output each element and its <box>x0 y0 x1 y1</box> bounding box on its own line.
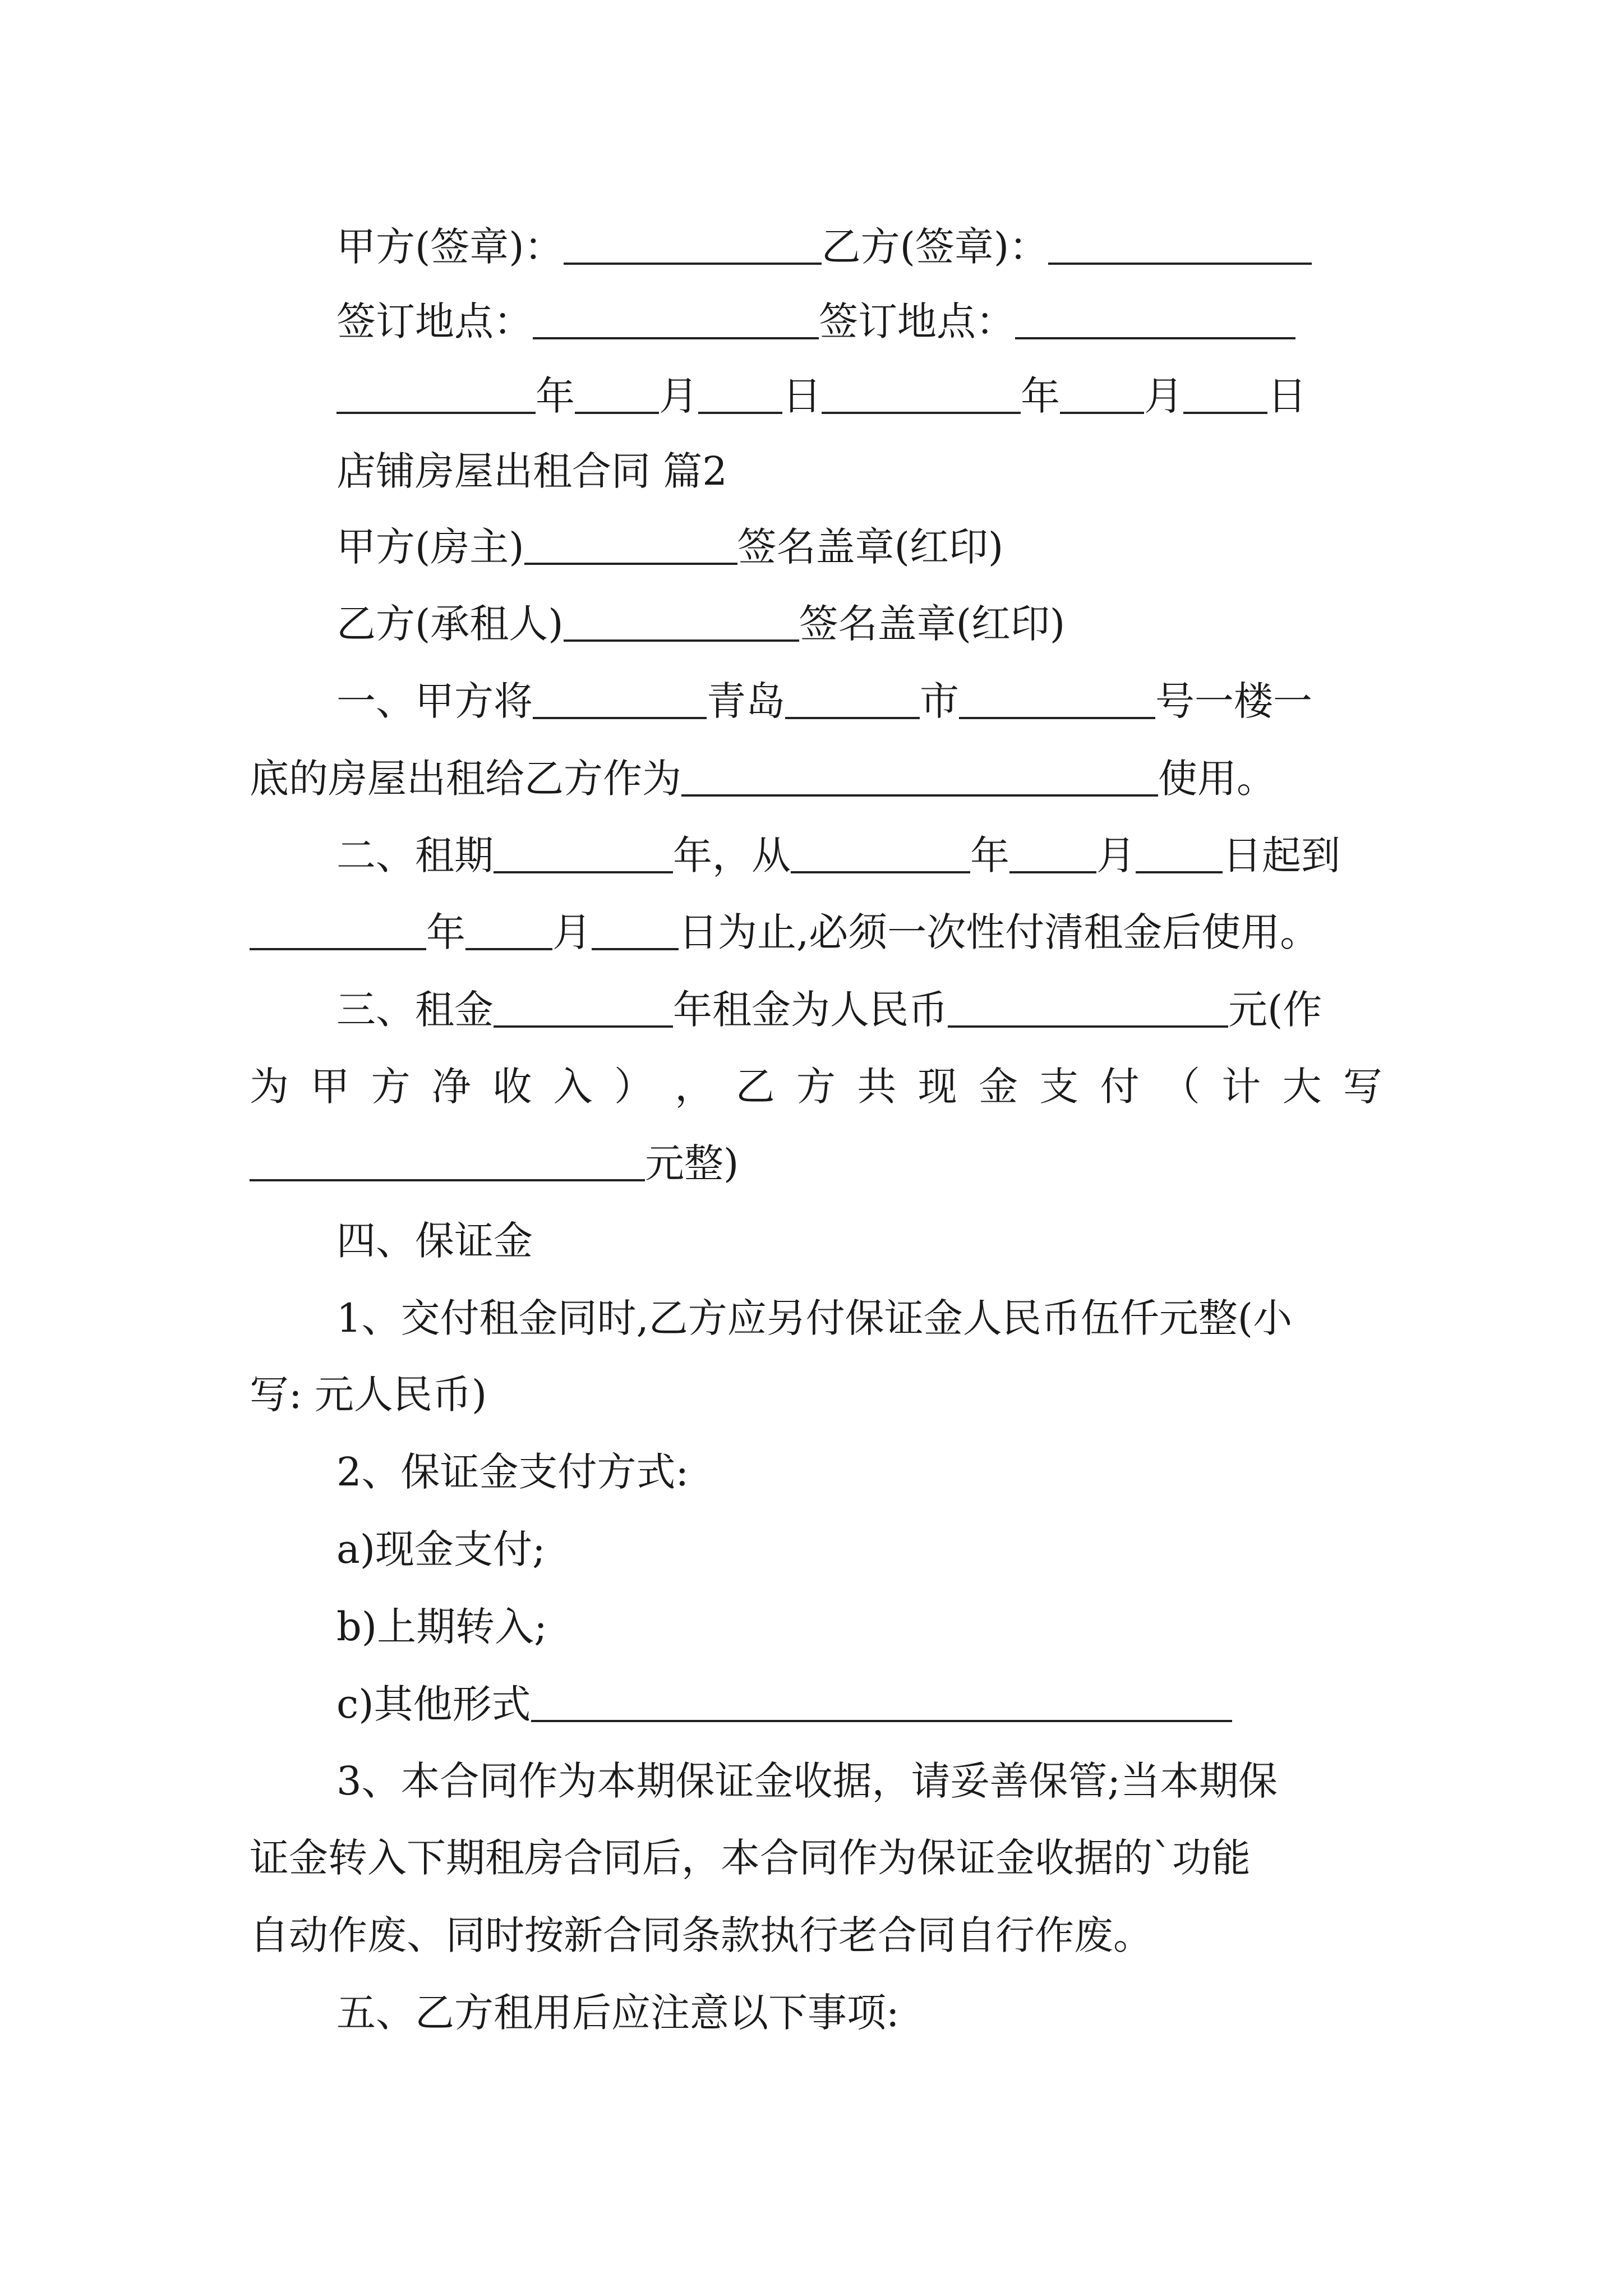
place-b-blank <box>1015 303 1295 339</box>
clause1-use-blank <box>681 761 1158 797</box>
tenant-label: 乙方(承租人) <box>336 601 564 647</box>
clause1-city: 青岛 <box>707 678 785 724</box>
clause4-item2: 2、保证金支付方式: <box>336 1449 689 1495</box>
party-b-sign-blank <box>1048 229 1312 265</box>
clause4-item3-line1: 3、本合同作为本期保证金收据，请妥善保管;当本期保 <box>336 1758 1278 1804</box>
clause4-option-b: b)上期转入; <box>336 1604 547 1650</box>
clause4-option-a: a)现金支付; <box>336 1526 546 1572</box>
date-a-day: 日 <box>782 373 822 419</box>
place-b-label: 签订地点： <box>819 298 1015 344</box>
clause2-start-year-blank <box>791 838 970 873</box>
clause1-blank-2 <box>785 683 920 719</box>
clause4-item1-line2: 写: 元人民币) <box>250 1372 487 1418</box>
clause1-text: 底的房屋出租给乙方作为 <box>250 756 681 802</box>
clause1-text: 使用。 <box>1158 756 1276 802</box>
clause3-char: （ <box>1160 1064 1200 1110</box>
landlord-blank <box>524 529 737 565</box>
clause1-line1 <box>336 673 1312 729</box>
clause5-title: 五、乙方租用后应注意以下事项: <box>336 1990 900 2036</box>
clause2-text: 日为止,必须一次性付清租金后使用。 <box>679 909 1320 955</box>
date-a-month: 月 <box>659 373 698 419</box>
clause2-line1 <box>336 827 1340 884</box>
date-a-day-blank <box>698 378 782 414</box>
clause3-char: 甲 <box>310 1064 350 1110</box>
clause3-text: 年租金为人民币 <box>673 987 948 1033</box>
clause3-char: 大 <box>1282 1064 1322 1110</box>
place-a-blank <box>533 303 819 339</box>
clause4-option-c <box>336 1676 1232 1732</box>
section-title: 店铺房屋出租合同 篇2 <box>336 448 727 494</box>
clause3-char: ） <box>614 1064 653 1110</box>
landlord-seal: 签名盖章(红印) <box>737 524 1004 570</box>
clause3-char: 净 <box>431 1064 471 1110</box>
clause1-text: 一、甲方将 <box>336 678 533 724</box>
clause3-char: 收 <box>492 1064 532 1110</box>
date-b-month-blank <box>1060 378 1144 414</box>
signature-line-party <box>336 219 1312 275</box>
landlord-label: 甲方(房主) <box>336 524 524 570</box>
clause2-text: 月 <box>552 909 592 955</box>
clause1-text: 市 <box>920 678 959 724</box>
clause3-char: ， <box>675 1064 714 1110</box>
date-a-month-blank <box>575 378 659 414</box>
clause3-char: 为 <box>250 1064 289 1110</box>
clause2-end-year-blank <box>250 914 426 950</box>
clause3-line2 <box>250 1059 1382 1115</box>
clause3-char: 方 <box>371 1064 411 1110</box>
clause2-term-blank <box>494 838 673 873</box>
clause1-line2 <box>250 751 1276 807</box>
clause3-char: 写 <box>1343 1064 1382 1110</box>
clause2-start-month-blank <box>1009 838 1096 873</box>
clause1-blank-3 <box>959 683 1155 719</box>
clause2-text: 年 <box>970 832 1009 878</box>
clause4-option-c-blank <box>531 1686 1232 1722</box>
clause4-item3-line2: 证金转入下期租房合同后，本合同作为保证金收据的`功能 <box>250 1835 1251 1881</box>
clause3-char: 乙 <box>735 1064 775 1110</box>
clause4-option-c-label: c)其他形式 <box>336 1681 531 1727</box>
clause4-title: 四、保证金 <box>336 1218 533 1264</box>
clause2-end-day-blank <box>592 914 679 950</box>
clause1-text: 号一楼一 <box>1155 678 1312 724</box>
clause3-char: 付 <box>1100 1064 1140 1110</box>
clause3-text: 元整) <box>645 1140 739 1186</box>
clause2-end-month-blank <box>465 914 552 950</box>
clause2-text: 年 <box>426 909 465 955</box>
clause3-char: 支 <box>1039 1064 1079 1110</box>
tenant-seal: 签名盖章(红印) <box>799 601 1066 647</box>
date-b-day: 日 <box>1267 373 1307 419</box>
clause2-text: 月 <box>1096 832 1136 878</box>
party-a-sign-label: 甲方(签章)： <box>336 224 564 270</box>
party-b-sign-label: 乙方(签章)： <box>821 224 1049 270</box>
clause3-char: 现 <box>917 1064 957 1110</box>
landlord-line <box>336 519 1003 575</box>
clause2-start-day-blank <box>1136 838 1223 873</box>
clause3-char: 金 <box>978 1064 1018 1110</box>
clause3-char: 方 <box>796 1064 836 1110</box>
signature-line-date <box>336 368 1307 424</box>
clause3-char: 共 <box>857 1064 897 1110</box>
clause1-blank-1 <box>533 683 707 719</box>
clause3-line1 <box>336 982 1322 1038</box>
date-b-year: 年 <box>1021 373 1060 419</box>
clause2-text: 年，从 <box>673 832 791 878</box>
clause2-text: 二、租期 <box>336 832 494 878</box>
clause3-amount-blank <box>948 992 1228 1028</box>
clause3-char: 计 <box>1221 1064 1261 1110</box>
clause3-text: 三、租金 <box>336 987 494 1033</box>
tenant-blank <box>564 606 799 642</box>
clause3-text: 元(作 <box>1228 987 1322 1033</box>
date-a-year-blank <box>336 378 536 414</box>
date-b-day-blank <box>1183 378 1267 414</box>
clause3-line3 <box>250 1135 739 1191</box>
tenant-line <box>336 596 1065 652</box>
date-a-year: 年 <box>536 373 575 419</box>
signature-line-place <box>336 293 1295 349</box>
date-b-year-blank <box>822 378 1021 414</box>
clause3-capital-blank <box>250 1145 645 1181</box>
clause2-text: 日起到 <box>1223 832 1340 878</box>
clause4-item1-line1: 1、交付租金同时,乙方应另付保证金人民币伍仟元整(小 <box>336 1295 1293 1341</box>
clause2-line2 <box>250 904 1319 960</box>
clause3-char: 入 <box>553 1064 593 1110</box>
party-a-sign-blank <box>564 229 822 265</box>
clause4-item3-line3: 自动作废、同时按新合同条款执行老合同自行作废。 <box>250 1912 1152 1958</box>
clause3-rent-blank <box>494 992 673 1028</box>
date-b-month: 月 <box>1144 373 1183 419</box>
place-a-label: 签订地点： <box>336 298 533 344</box>
